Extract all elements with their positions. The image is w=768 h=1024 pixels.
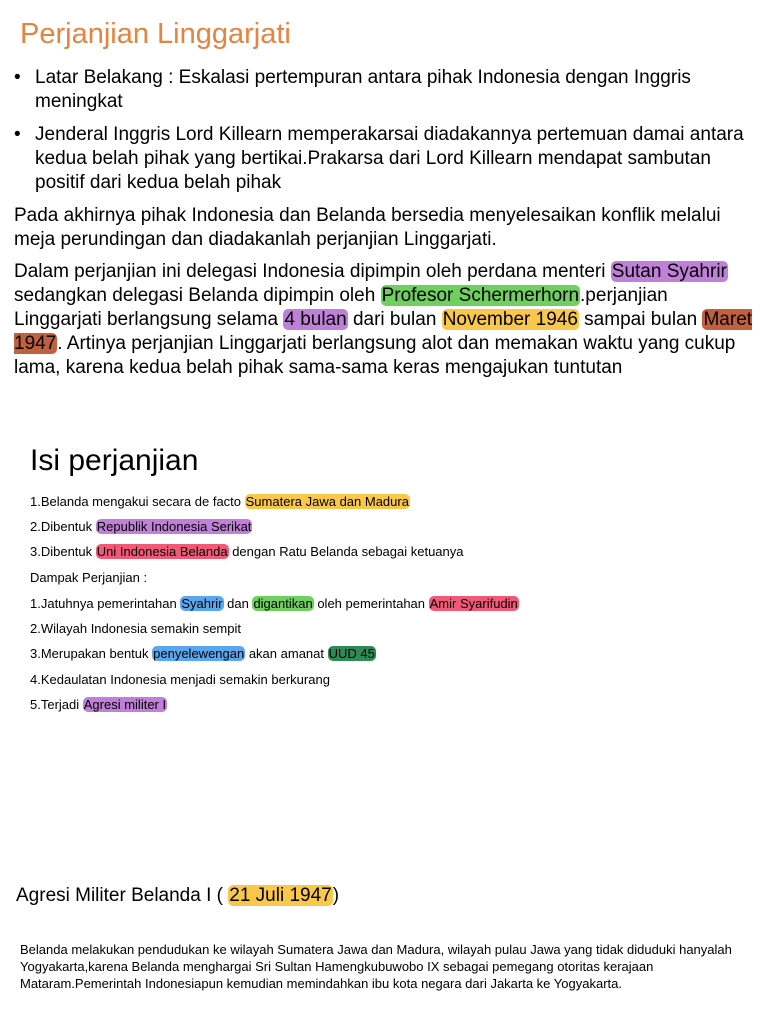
dampak-heading: Dampak Perjanjian : bbox=[30, 570, 148, 585]
highlight-agresi-date: 21 Juli 1947 bbox=[229, 885, 332, 906]
paragraph-conclusion: Pada akhirnya pihak Indonesia dan Belanda bersedia menyelesaikan konflik melalui meja perundingan dan diadakanlah perjanjian Linggarjati. bbox=[14, 205, 721, 250]
highlight-schermerhorn: Profesor Schermerhorn bbox=[381, 285, 580, 306]
bullet-item: • Latar Belakang : Eskalasi pertempuran antara pihak Indonesia dengan Inggris meningkat bbox=[14, 67, 691, 112]
dampak-item-2: 2.Wilayah Indonesia semakin sempit bbox=[30, 621, 241, 636]
dampak-item-5: 5.Terjadi Agresi militer I bbox=[30, 697, 167, 712]
section-heading-isi: Isi perjanjian bbox=[30, 444, 199, 477]
bullet-list bbox=[12, 66, 752, 204]
agresi-paragraph: Belanda melakukan pendudukan ke wilayah Sumatera Jawa dan Madura, wilayah pulau Jawa yang tidak diduduki hanyalah Yogyakarta,karena Belanda menghargai Sri Sultan Hamengkubuwobo IX sebagai pemegang otoritas kerajaan Mataram.Pemerintah Indonesiapun kemudian memindahkan ibu kota negara dari Jakarta ke Yogyakarta. bbox=[20, 942, 732, 991]
highlight-start-date: November 1946 bbox=[442, 309, 578, 330]
bullet-icon: • bbox=[14, 67, 21, 88]
bullet-item: • Jenderal Inggris Lord Killearn memperakarsai diadakannya pertemuan damai antara kedua belah pihak yang bertikai.Prakarsa dari Lord Killearn mendapat sambutan positif dari kedua belah pihak bbox=[14, 124, 744, 193]
isi-item-1: 1.Belanda mengakui secara de facto Sumatera Jawa dan Madura bbox=[30, 494, 409, 509]
highlight-end-date: Maret 1947 bbox=[14, 309, 753, 354]
dampak-item-1: 1.Jatuhnya pemerintahan Syahrir dan digantikan oleh pemerintahan Amir Syarifudin bbox=[30, 596, 518, 611]
isi-item-2: 2.Dibentuk Republik Indonesia Serikat bbox=[30, 519, 252, 534]
agresi-heading: Agresi Militer Belanda I ( 21 Juli 1947) bbox=[16, 885, 340, 906]
bullet-icon: • bbox=[14, 124, 21, 145]
page-title: Perjanjian Linggarjati bbox=[20, 18, 291, 50]
paragraph-delegation: Dalam perjanjian ini delegasi Indonesia dipimpin oleh perdana menteri Sutan Syahrir sedangkan delegasi Belanda dipimpin oleh Profesor Schermerhorn.perjanjian Linggarjati berlangsung selama 4 bulan dari bulan November 1946 sampai bulan Maret 1947. Artinya perjanjian Linggarjati berlangsung alot dan memakan waktu yang cukup lama, karena kedua belah pihak sama-sama keras mengajukan tuntutan bbox=[14, 261, 753, 378]
dampak-item-3: 3.Merupakan bentuk penyelewengan akan amanat UUD 45 bbox=[30, 646, 375, 661]
isi-item-3: 3.Dibentuk Uni Indonesia Belanda dengan Ratu Belanda sebagai ketuanya bbox=[30, 544, 464, 559]
highlight-sutan-syahrir: Sutan Syahrir bbox=[611, 261, 727, 282]
dampak-item-4: 4.Kedaulatan Indonesia menjadi semakin berkurang bbox=[30, 672, 330, 687]
highlight-duration: 4 bulan bbox=[284, 309, 347, 330]
